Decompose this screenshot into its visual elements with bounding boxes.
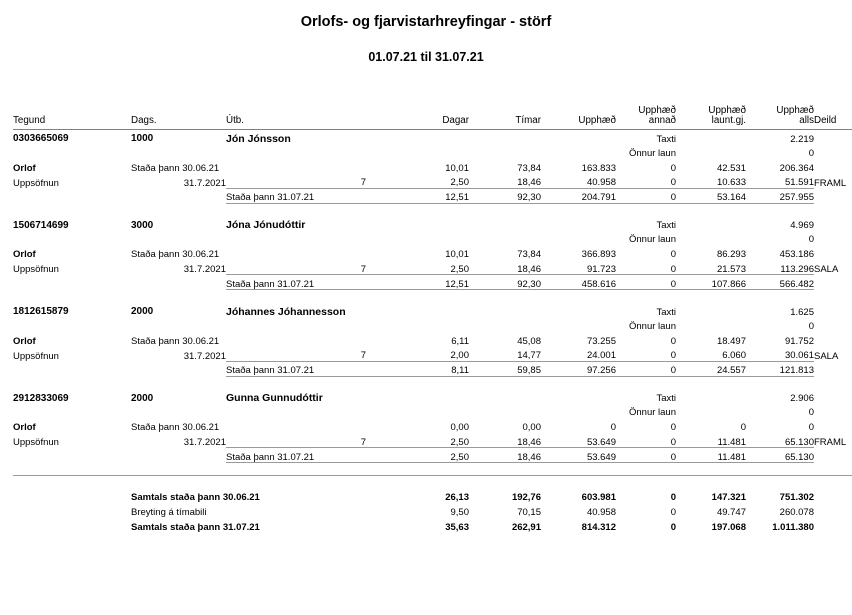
orlof-utb-num [366, 245, 394, 260]
orlof-utb-num [366, 418, 394, 433]
stada-pad [366, 275, 394, 290]
orlof-deild [814, 331, 852, 346]
blank-cell [676, 144, 746, 158]
blank-cell [541, 404, 616, 418]
uppsofnun-dags: 31.7.2021 [183, 177, 226, 189]
stada-row [13, 448, 852, 463]
blank-cell [13, 317, 131, 331]
orlof-row [13, 418, 852, 433]
totals-pad [366, 502, 394, 517]
header-upphaed-annad-line1: Upphæð [638, 105, 676, 116]
label-taxti: Taxti [656, 133, 676, 145]
stada-annad: 0 [616, 448, 676, 463]
stada-label: Staða þann 31.07.21 [226, 275, 366, 290]
uppsofnun-alls: 113.296 [780, 263, 814, 275]
blank-cell [394, 231, 469, 245]
employee-code: 2000 [131, 306, 154, 318]
totals-dagar: 9,50 [450, 506, 469, 518]
uppsofnun-timar: 18,46 [517, 177, 541, 189]
uppsofnun-timar: 18,46 [517, 263, 541, 275]
totals-timar: 70,15 [517, 506, 541, 518]
blank-cell [814, 144, 852, 158]
stada-dagar: 12,51 [394, 275, 469, 290]
totals-dagar: 26,13 [445, 491, 469, 503]
orlof-utb-num [366, 158, 394, 173]
totals-label: Samtals staða þann 31.07.21 [131, 521, 260, 533]
stada-upphaed: 97.256 [541, 361, 616, 376]
blank-cell [814, 517, 852, 532]
orlof-deild [814, 245, 852, 260]
blank-cell [814, 317, 852, 331]
employee-name: Jón Jónsson [226, 132, 291, 145]
value-taxti: 2.219 [790, 133, 814, 145]
totals-launtgj: 147.321 [711, 491, 746, 503]
totals-upphaed: 814.312 [581, 521, 616, 533]
orlof-annad: 0 [670, 162, 676, 174]
stada-pad [366, 188, 394, 203]
orlof-dagar: 0,00 [450, 422, 469, 434]
blank-cell [226, 404, 394, 418]
uppsofnun-deild: SALA [814, 264, 839, 276]
totals-label: Samtals staða þann 30.06.21 [131, 491, 260, 503]
uppsofnun-launtgj: 10.633 [716, 177, 746, 189]
blank-cell [814, 188, 852, 203]
uppsofnun-upphaed: 24.001 [586, 350, 616, 362]
employee-name: Gunna Gunnudóttir [226, 392, 323, 405]
stada-dagar: 12,51 [394, 188, 469, 203]
blank-cell [814, 502, 852, 517]
header-upphaed-alls-line1: Upphæð [776, 105, 814, 116]
page-title: Orlofs- og fjarvistarhreyfingar - störf [300, 14, 552, 30]
employee-id: 0303665069 [13, 133, 69, 145]
table-body [13, 129, 852, 532]
uppsofnun-annad: 0 [670, 436, 676, 448]
orlof-dags: Staða þann 30.06.21 [131, 422, 220, 434]
uppsofnun-utb: 7 [360, 263, 366, 275]
report-table [13, 106, 852, 532]
orlof-alls: 206.364 [779, 162, 814, 174]
row-label-uppsofnun: Uppsöfnun [13, 437, 59, 449]
blank-cell [469, 302, 541, 317]
uppsofnun-alls: 51.591 [784, 177, 814, 189]
totals-row [13, 517, 852, 532]
header-upphaed-label: Upphæð [578, 114, 616, 126]
uppsofnun-launtgj: 11.481 [717, 436, 746, 448]
blank-cell [13, 404, 131, 418]
value-taxti: 4.969 [790, 220, 814, 232]
label-onnur-laun: Önnur laun [628, 407, 676, 419]
blank-cell [676, 302, 746, 317]
orlof-utb-num [366, 331, 394, 346]
uppsofnun-row [13, 260, 852, 275]
stada-dagar: 2,50 [394, 448, 469, 463]
orlof-launtgj: 0 [740, 422, 746, 434]
blank-cell [469, 389, 541, 404]
totals-gap [13, 477, 852, 487]
totals-alls: 751.302 [779, 491, 814, 503]
uppsofnun-pad [366, 346, 394, 361]
employee-header-row [13, 129, 852, 144]
orlof-upphaed: 366.893 [581, 249, 616, 261]
employee-onnurlaun-row [13, 231, 852, 245]
header-utb [226, 106, 366, 116]
row-label-uppsofnun: Uppsöfnun [13, 264, 59, 276]
stada-row [13, 275, 852, 290]
orlof-row [13, 158, 852, 173]
uppsofnun-row [13, 433, 852, 448]
row-label-uppsofnun: Uppsöfnun [13, 350, 59, 362]
blank-cell [394, 389, 469, 404]
employee-onnurlaun-row [13, 404, 852, 418]
blank-cell [814, 361, 852, 376]
orlof-upphaed: 163.833 [581, 162, 616, 174]
label-taxti: Taxti [656, 393, 676, 405]
uppsofnun-upphaed: 91.723 [586, 263, 616, 275]
blank-cell [394, 144, 469, 158]
stada-label: Staða þann 31.07.21 [226, 188, 366, 203]
blank-cell [541, 144, 616, 158]
orlof-dags: Staða þann 30.06.21 [131, 249, 220, 261]
blank-cell [226, 231, 394, 245]
stada-alls: 566.482 [746, 275, 814, 290]
value-onnur-laun: 0 [808, 147, 814, 159]
orlof-timar: 73,84 [517, 162, 541, 174]
orlof-launtgj: 18.497 [716, 335, 746, 347]
stada-row [13, 188, 852, 203]
employee-code: 2000 [131, 392, 154, 404]
group-spacer [13, 290, 852, 303]
uppsofnun-pad [366, 433, 394, 448]
uppsofnun-alls: 30.061 [784, 350, 814, 362]
blank-cell [541, 317, 616, 331]
uppsofnun-upphaed: 53.649 [586, 436, 616, 448]
stada-annad: 0 [616, 275, 676, 290]
totals-annad: 0 [670, 491, 676, 503]
blank-cell [394, 404, 469, 418]
stada-timar: 92,30 [469, 275, 541, 290]
uppsofnun-deild: FRAML [814, 437, 847, 449]
blank-cell [13, 231, 131, 245]
blank-cell [541, 389, 616, 404]
blank-cell [13, 502, 131, 517]
totals-launtgj: 49.747 [716, 506, 746, 518]
header-timar-label: Tímar [515, 114, 541, 126]
blank-timar [469, 129, 541, 144]
value-onnur-laun: 0 [808, 320, 814, 332]
header-upphaed-alls-line2: alls [799, 114, 814, 126]
orlof-timar: 0,00 [522, 422, 541, 434]
orlof-timar: 73,84 [517, 249, 541, 261]
uppsofnun-dags: 31.7.2021 [183, 350, 226, 362]
orlof-utb [226, 245, 366, 260]
stada-upphaed: 53.649 [541, 448, 616, 463]
uppsofnun-deild: FRAML [814, 177, 847, 189]
blank-cell [394, 302, 469, 317]
uppsofnun-pad [366, 260, 394, 275]
uppsofnun-dagar: 2,50 [450, 263, 469, 275]
orlof-timar: 45,08 [517, 335, 541, 347]
blank-upphaed [541, 129, 616, 144]
value-onnur-laun: 0 [808, 234, 814, 246]
stada-row [13, 361, 852, 376]
blank-cell [814, 302, 852, 317]
employee-header-row [13, 302, 852, 317]
blank-deild [814, 129, 852, 144]
orlof-deild [814, 418, 852, 433]
uppsofnun-annad: 0 [670, 263, 676, 275]
report-page [0, 14, 852, 615]
employee-header-row [13, 389, 852, 404]
orlof-dags: Staða þann 30.06.21 [131, 335, 220, 347]
row-label-orlof: Orlof [13, 249, 36, 261]
orlof-row [13, 331, 852, 346]
blank-cell [131, 361, 226, 376]
page-subtitle: 01.07.21 til 31.07.21 [368, 50, 484, 64]
stada-timar: 92,30 [469, 188, 541, 203]
stada-timar: 18,46 [469, 448, 541, 463]
totals-row [13, 502, 852, 517]
totals-annad: 0 [670, 506, 676, 518]
orlof-utb [226, 331, 366, 346]
totals-timar: 262,91 [511, 521, 541, 533]
employee-header-row [13, 216, 852, 231]
blank-cell [131, 317, 226, 331]
blank-cell [814, 231, 852, 245]
orlof-utb [226, 418, 366, 433]
stada-launtgj: 107.866 [676, 275, 746, 290]
totals-pad [366, 487, 394, 502]
blank-cell [131, 275, 226, 290]
table-header [13, 106, 852, 129]
label-taxti: Taxti [656, 306, 676, 318]
blank-cell [814, 404, 852, 418]
stada-pad [366, 448, 394, 463]
stada-timar: 59,85 [469, 361, 541, 376]
employee-name: Jóna Jónudóttir [226, 219, 306, 232]
uppsofnun-dagar: 2,50 [450, 436, 469, 448]
uppsofnun-annad: 0 [670, 350, 676, 362]
blank-cell [226, 317, 394, 331]
blank-cell [469, 216, 541, 231]
orlof-utb [226, 158, 366, 173]
uppsofnun-timar: 14,77 [517, 350, 541, 362]
stada-launtgj: 24.557 [676, 361, 746, 376]
blank-cell [131, 404, 226, 418]
orlof-dagar: 10,01 [445, 162, 469, 174]
employee-id: 1812615879 [13, 306, 69, 318]
uppsofnun-dagar: 2,50 [450, 177, 469, 189]
employee-name: Jóhannes Jóhannesson [226, 305, 346, 318]
header-upphaed-launtgj-line2: launt.gj. [711, 114, 746, 126]
stada-annad: 0 [616, 361, 676, 376]
totals-row [13, 487, 852, 502]
header-dags-label: Dags. [131, 114, 157, 126]
employee-code: 3000 [131, 219, 154, 231]
blank-cell [469, 317, 541, 331]
blank-cell [13, 361, 131, 376]
totals-dagar: 35,63 [445, 521, 469, 533]
blank-cell [814, 389, 852, 404]
blank-cell [676, 389, 746, 404]
blank-cell [469, 404, 541, 418]
orlof-alls: 0 [808, 422, 814, 434]
stada-annad: 0 [616, 188, 676, 203]
header-deild-label: Deild [814, 114, 837, 126]
row-label-uppsofnun: Uppsöfnun [13, 177, 59, 189]
uppsofnun-utb: 7 [360, 350, 366, 362]
value-taxti: 2.906 [790, 393, 814, 405]
blank-cell [394, 216, 469, 231]
uppsofnun-dags: 31.7.2021 [183, 437, 226, 449]
stada-alls: 257.955 [746, 188, 814, 203]
uppsofnun-annad: 0 [670, 177, 676, 189]
employee-id: 2912833069 [13, 392, 69, 404]
totals-timar: 192,76 [511, 491, 541, 503]
header-upphaed-launtgj-line1: Upphæð [708, 105, 746, 116]
totals-upphaed: 603.981 [581, 491, 616, 503]
totals-pad [366, 517, 394, 532]
blank-cell [676, 231, 746, 245]
orlof-alls: 453.186 [779, 249, 814, 261]
blank-cell [13, 144, 131, 158]
blank-cell [131, 231, 226, 245]
orlof-upphaed: 73.255 [586, 335, 616, 347]
row-label-orlof: Orlof [13, 162, 36, 174]
blank-cell [13, 188, 131, 203]
orlof-dagar: 10,01 [445, 249, 469, 261]
group-spacer [13, 376, 852, 389]
uppsofnun-alls: 65.130 [784, 436, 814, 448]
employee-id: 1506714699 [13, 219, 69, 231]
value-onnur-laun: 0 [808, 407, 814, 419]
orlof-launtgj: 42.531 [716, 162, 746, 174]
stada-pad [366, 361, 394, 376]
header-blank-2 [366, 116, 394, 126]
blank-cell [13, 517, 131, 532]
stada-upphaed: 458.616 [541, 275, 616, 290]
totals-label: Breyting á tímabili [131, 506, 207, 518]
orlof-annad: 0 [670, 422, 676, 434]
header-dagar-label: Dagar [442, 114, 469, 126]
totals-upphaed: 40.958 [586, 506, 616, 518]
uppsofnun-utb: 7 [360, 177, 366, 189]
employee-code: 1000 [131, 133, 154, 145]
orlof-dags: Staða þann 30.06.21 [131, 162, 220, 174]
orlof-dagar: 6,11 [451, 335, 469, 347]
uppsofnun-dagar: 2,00 [450, 350, 469, 362]
value-taxti: 1.625 [790, 306, 814, 318]
uppsofnun-launtgj: 6.060 [722, 350, 746, 362]
uppsofnun-timar: 18,46 [517, 436, 541, 448]
blank-cell [676, 404, 746, 418]
blank-cell [541, 231, 616, 245]
stada-dagar: 8,11 [394, 361, 469, 376]
uppsofnun-deild: SALA [814, 350, 839, 362]
label-taxti: Taxti [656, 220, 676, 232]
orlof-annad: 0 [670, 335, 676, 347]
uppsofnun-row [13, 346, 852, 361]
row-label-orlof: Orlof [13, 422, 36, 434]
blank-cell [676, 317, 746, 331]
totals-annad: 0 [670, 521, 676, 533]
header-blank [366, 106, 394, 116]
blank-dagar [394, 129, 469, 144]
stada-upphaed: 204.791 [541, 188, 616, 203]
blank-cell [469, 144, 541, 158]
group-spacer [13, 463, 852, 476]
blank-launtgj [676, 129, 746, 144]
orlof-row [13, 245, 852, 260]
totals-launtgj: 197.068 [711, 521, 746, 533]
blank-cell [131, 448, 226, 463]
stada-alls: 121.813 [746, 361, 814, 376]
header-upphaed-annad-line2: annað [648, 114, 676, 126]
uppsofnun-pad [366, 173, 394, 188]
blank-cell [131, 188, 226, 203]
header-utb-label: Útb. [226, 114, 244, 126]
orlof-upphaed: 0 [610, 422, 616, 434]
stada-launtgj: 53.164 [676, 188, 746, 203]
stada-alls: 65.130 [746, 448, 814, 463]
blank-cell [13, 448, 131, 463]
blank-cell [541, 302, 616, 317]
blank-cell [394, 317, 469, 331]
blank-cell [814, 275, 852, 290]
blank-cell [13, 275, 131, 290]
blank-cell [13, 487, 131, 502]
row-label-orlof: Orlof [13, 335, 36, 347]
blank-cell [226, 144, 394, 158]
group-spacer [13, 203, 852, 216]
blank-cell [814, 216, 852, 231]
orlof-deild [814, 158, 852, 173]
blank-cell [814, 487, 852, 502]
orlof-annad: 0 [670, 249, 676, 261]
header-tegund-label: Tegund [13, 114, 46, 126]
blank-cell [541, 216, 616, 231]
totals-alls: 260.078 [779, 506, 814, 518]
uppsofnun-utb: 7 [360, 436, 366, 448]
orlof-alls: 91.752 [784, 335, 814, 347]
stada-label: Staða þann 31.07.21 [226, 361, 366, 376]
uppsofnun-launtgj: 21.573 [716, 263, 746, 275]
label-onnur-laun: Önnur laun [628, 147, 676, 159]
stada-launtgj: 11.481 [676, 448, 746, 463]
stada-label: Staða þann 31.07.21 [226, 448, 366, 463]
blank-cell [469, 231, 541, 245]
blank-cell [814, 448, 852, 463]
blank-cell [676, 216, 746, 231]
employee-onnurlaun-row [13, 144, 852, 158]
employee-onnurlaun-row [13, 317, 852, 331]
label-onnur-laun: Önnur laun [628, 320, 676, 332]
label-onnur-laun: Önnur laun [628, 234, 676, 246]
orlof-launtgj: 86.293 [716, 249, 746, 261]
uppsofnun-row [13, 173, 852, 188]
blank-cell [131, 144, 226, 158]
uppsofnun-dags: 31.7.2021 [183, 264, 226, 276]
uppsofnun-upphaed: 40.958 [586, 177, 616, 189]
totals-alls: 1.011.380 [772, 521, 814, 533]
